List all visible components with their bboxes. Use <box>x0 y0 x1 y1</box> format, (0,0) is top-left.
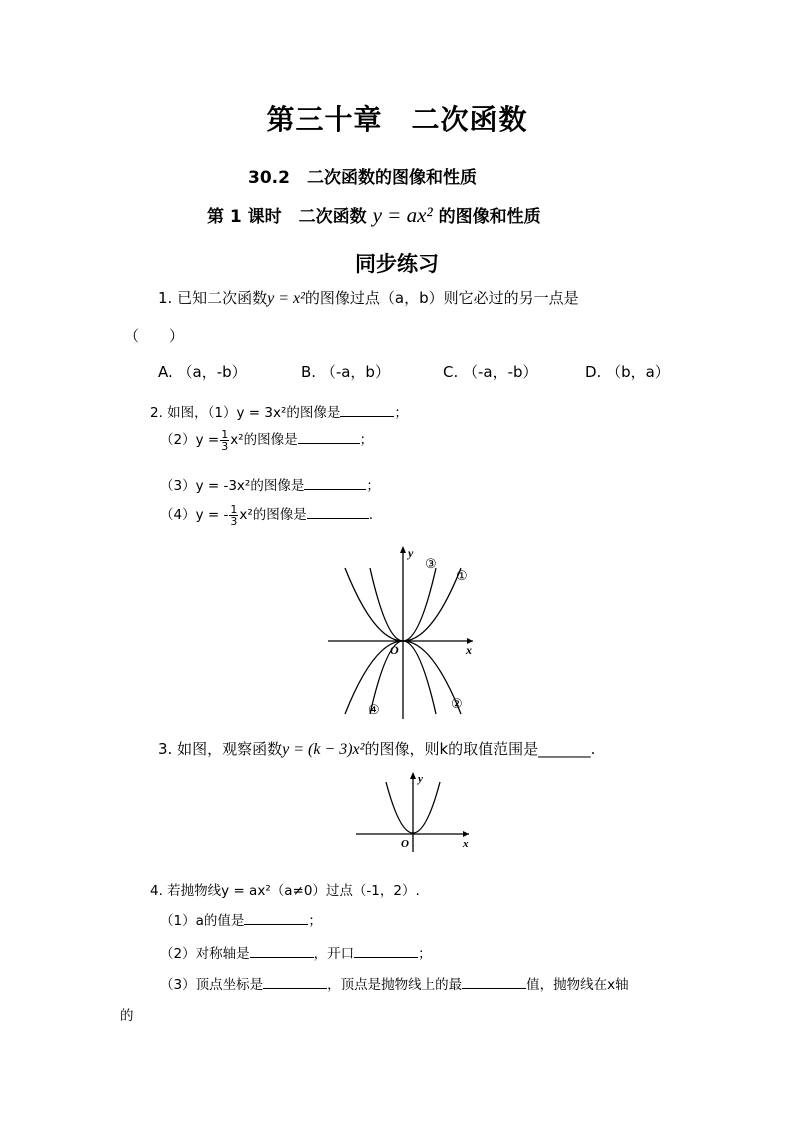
q4-semicolon-1: ； <box>308 913 322 929</box>
practice-title: 同步练习 <box>355 252 439 276</box>
q2-semicolon-3: ； <box>366 478 380 494</box>
q4-part3 <box>160 973 629 993</box>
q4-p1: （1）a的值是 <box>160 913 245 929</box>
q1-answer-paren: （ ） <box>124 327 185 345</box>
q3-end: . <box>590 740 596 758</box>
q1-stem-a: 1. 已知二次函数 <box>158 289 268 307</box>
graph2-x-label: x <box>463 838 469 850</box>
q1-formula: y = x² <box>267 290 305 307</box>
graph1-y-label: y <box>408 546 414 560</box>
q4-p3-b: ，顶点是抛物线上的最 <box>327 977 463 993</box>
q1-stem-b: 的图像过点（a，b）则它必过的另一点是 <box>304 289 579 307</box>
q3-stem <box>158 738 595 759</box>
q4-intro: 4. 若抛物线y = ax²（a≠0）过点（-1，2）. <box>150 883 420 899</box>
q4-semicolon-2: ； <box>418 946 432 962</box>
q2-blank-1[interactable] <box>340 402 394 417</box>
q4-blank-5[interactable] <box>462 974 526 989</box>
q2-part1 <box>150 401 408 421</box>
lesson-suffix: 的图像和性质 <box>432 207 541 227</box>
graph2-origin: O <box>401 838 409 850</box>
q4-p3-a: （3）顶点坐标是 <box>160 977 264 993</box>
q3-formula: y = (k − 3)x² <box>282 741 365 758</box>
q4-tail: 的 <box>120 1008 134 1024</box>
q2-p2-a: （2）y = <box>160 432 220 448</box>
q2-blank-3[interactable] <box>304 475 366 490</box>
x-axis-arrow <box>463 831 469 837</box>
graph1-label-1: ① <box>456 568 468 583</box>
q2-p4-fraction <box>229 504 238 527</box>
q2-intro: 2. 如图，（1）y = 3x²的图像是 <box>150 405 341 421</box>
lesson-formula: y = ax² <box>372 203 433 227</box>
q1-stem <box>158 287 579 308</box>
q2-p3: （3）y = -3x²的图像是 <box>160 478 305 494</box>
q2-part4 <box>160 503 373 527</box>
q2-period: . <box>368 507 374 523</box>
q1-option-d: D. （b，a） <box>585 363 670 381</box>
q4-part1 <box>160 909 322 929</box>
q1-option-c: C. （-a，-b） <box>443 363 538 381</box>
graph1-x-label: x <box>466 643 472 657</box>
graph2-y-label: y <box>418 773 423 785</box>
q2-p2-num: 1 <box>221 427 229 441</box>
q2-p4-b: x²的图像是 <box>239 507 307 523</box>
q4-blank-4[interactable] <box>263 974 327 989</box>
y-axis-arrow <box>400 546 406 553</box>
graph1-label-3: ③ <box>425 556 437 571</box>
q2-blank-2[interactable] <box>298 429 360 444</box>
q2-p4-den: 3 <box>230 514 238 528</box>
section-title: 30.2 二次函数的图像和性质 <box>248 168 477 188</box>
q3-stem-b: 的图像，则k的取值范围是 <box>364 740 539 758</box>
graph1-origin: O <box>390 643 399 657</box>
q2-part3 <box>160 474 380 494</box>
graph-four-parabolas <box>328 544 478 719</box>
q2-p4-a: （4）y = - <box>160 507 229 523</box>
q2-part2 <box>160 428 373 452</box>
y-axis-arrow <box>410 772 416 779</box>
q1-option-a: A. （a，-b） <box>158 363 247 381</box>
q2-semicolon-2: ； <box>359 432 374 448</box>
q2-p4-num: 1 <box>230 502 238 516</box>
q4-p2-b: ，开口 <box>313 946 355 962</box>
q2-semicolon-1: ； <box>394 405 408 421</box>
q1-option-b: B. （-a，b） <box>301 363 390 381</box>
graph-k-parabola <box>356 772 476 854</box>
graph1-label-2: ② <box>451 696 463 711</box>
q4-part2 <box>160 942 432 962</box>
q4-p2-a: （2）对称轴是 <box>160 946 250 962</box>
q2-p2-b: x²的图像是 <box>230 432 298 448</box>
q3-blank[interactable]: _______ <box>538 740 591 758</box>
q4-blank-3[interactable] <box>354 943 418 958</box>
graph1-label-4: ④ <box>368 702 380 717</box>
chapter-title: 第三十章 二次函数 <box>266 103 528 136</box>
q2-p2-fraction <box>220 429 229 452</box>
q4-blank-1[interactable] <box>244 910 308 925</box>
q2-blank-4[interactable] <box>307 504 369 519</box>
q4-blank-2[interactable] <box>250 943 314 958</box>
q2-p2-den: 3 <box>221 439 229 453</box>
lesson-prefix: 第 1 课时 二次函数 <box>207 207 373 227</box>
lesson-title <box>207 202 541 228</box>
q4-p3-c: 值，抛物线在x轴 <box>526 977 629 993</box>
q3-stem-a: 3. 如图，观察函数 <box>158 740 283 758</box>
